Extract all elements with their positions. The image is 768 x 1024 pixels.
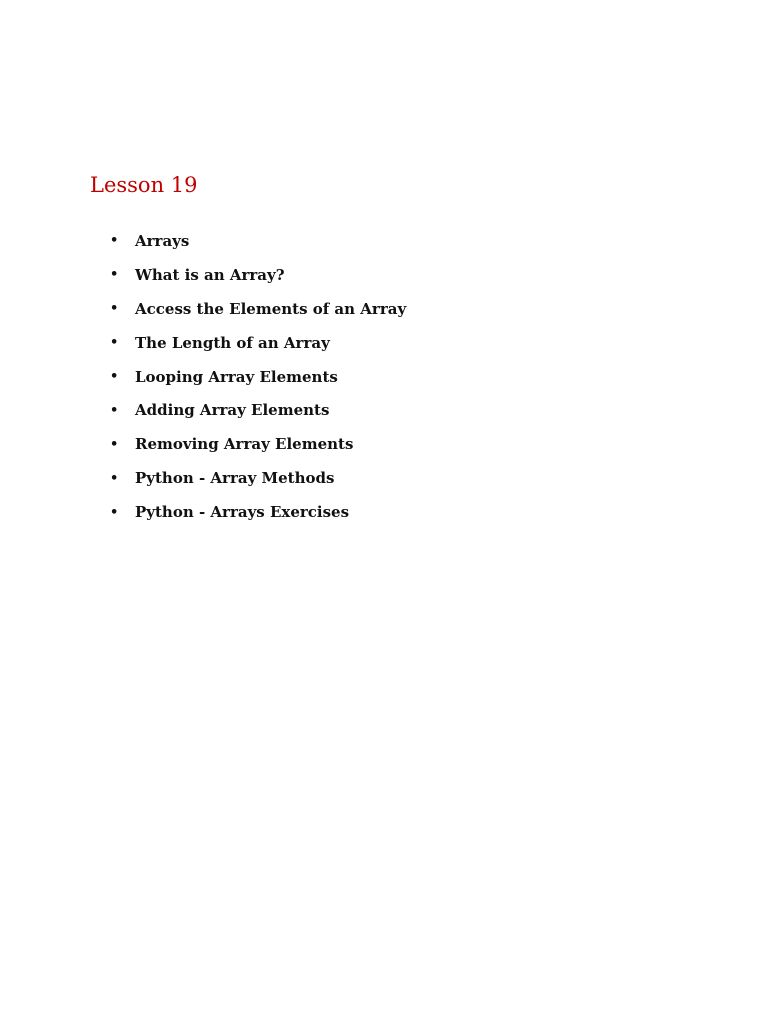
topic-label: Adding Array Elements (135, 401, 330, 420)
topic-list (110, 224, 406, 529)
list-item (110, 292, 406, 326)
bullet-icon: • (110, 402, 119, 418)
list-item (110, 326, 406, 360)
topic-label: The Length of an Array (135, 333, 330, 352)
bullet-icon: • (110, 504, 119, 520)
topic-label: Python - Arrays Exercises (135, 503, 350, 522)
list-item (110, 461, 406, 495)
topic-label: Arrays (135, 231, 190, 250)
topic-label: Python - Array Methods (135, 469, 335, 488)
lesson-title: Lesson 19 (90, 173, 198, 197)
list-item (110, 427, 406, 461)
bullet-icon: • (110, 470, 119, 486)
list-item (110, 393, 406, 427)
bullet-icon: • (110, 301, 119, 317)
list-item (110, 495, 406, 529)
bullet-icon: • (110, 335, 119, 351)
topic-label: Looping Array Elements (135, 367, 338, 386)
bullet-icon: • (110, 267, 119, 283)
bullet-icon: • (110, 233, 119, 249)
list-item (110, 258, 406, 292)
topic-label: Access the Elements of an Array (135, 299, 407, 318)
bullet-icon: • (110, 436, 119, 452)
topic-label: What is an Array? (135, 265, 285, 284)
topic-label: Removing Array Elements (135, 435, 354, 454)
list-item (110, 224, 406, 258)
bullet-icon: • (110, 369, 119, 384)
list-item (110, 360, 406, 394)
